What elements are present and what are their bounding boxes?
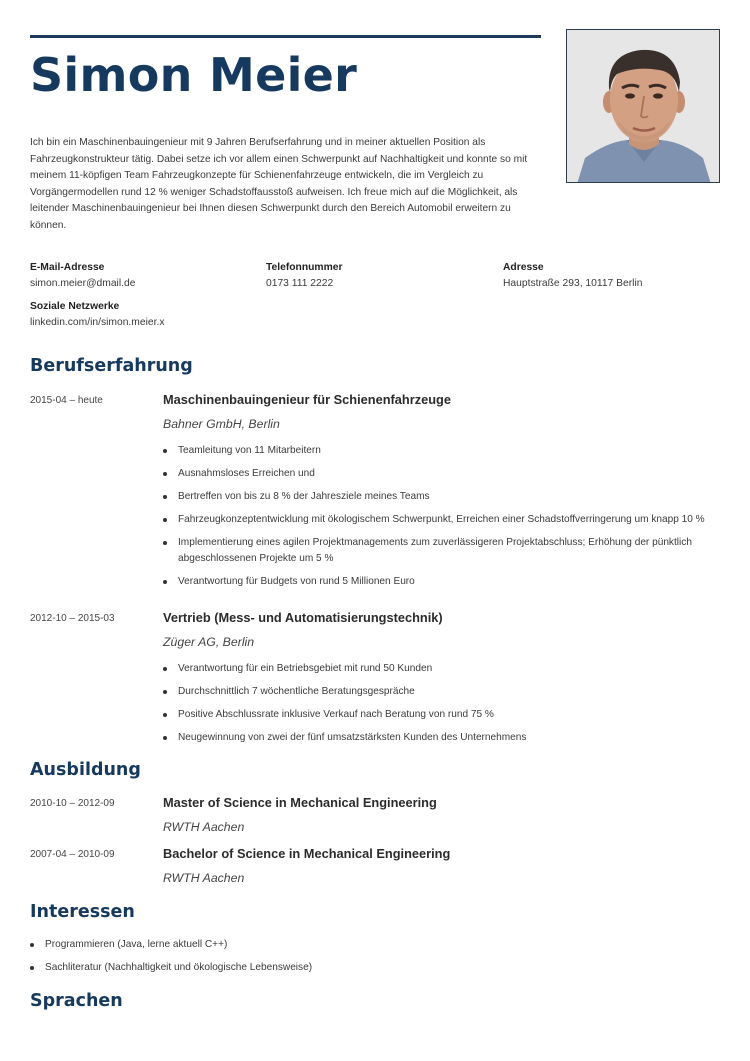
job-title: Maschinenbauingenieur für Schienenfahrzeuge	[163, 392, 451, 407]
section-title-experience: Berufserfahrung	[30, 356, 193, 376]
job-bullet: Fahrzeugkonzeptentwicklung mit ökologischem Schwerpunkt, Erreichen einer Schadstoffverringerung um knapp 10 %	[163, 512, 718, 529]
education-school: RWTH Aachen	[163, 871, 245, 885]
address-value: Hauptstraße 293, 10117 Berlin	[503, 278, 643, 289]
candidate-name: Simon Meier	[30, 48, 358, 102]
header-rule	[30, 35, 541, 38]
phone-label: Telefonnummer	[266, 262, 343, 273]
job-bullet: Verantwortung für Budgets von rund 5 Millionen Euro	[163, 574, 718, 591]
section-title-interests: Interessen	[30, 902, 135, 922]
education-degree: Master of Science in Mechanical Engineering	[163, 795, 437, 810]
social-value: linkedin.com/in/simon.meier.x	[30, 317, 165, 328]
phone-value: 0173 111 2222	[266, 278, 334, 289]
job-bullet: Durchschnittlich 7 wöchentliche Beratungsgespräche	[163, 684, 718, 701]
education-dates: 2007-04 – 2010-09	[30, 849, 115, 860]
job-title: Vertrieb (Mess- und Automatisierungstechnik)	[163, 610, 443, 625]
education-school: RWTH Aachen	[163, 820, 245, 834]
job-bullet: Bertreffen von bis zu 8 % der Jahresziele meines Teams	[163, 489, 718, 506]
interests-list	[30, 937, 710, 983]
email-label: E-Mail-Adresse	[30, 262, 105, 273]
job-bullet: Ausnahmsloses Erreichen und	[163, 466, 718, 483]
job-bullet: Implementierung eines agilen Projektmanagements zum zuverlässigeren Projektabschluss; Erhöhung der pünktlich abgeschlossenen Projekte um 5 %	[163, 535, 718, 568]
address-label: Adresse	[503, 262, 544, 273]
job-bullet: Verantwortung für ein Betriebsgebiet mit rund 50 Kunden	[163, 661, 718, 678]
interest-item: Programmieren (Java, lerne aktuell C++)	[30, 937, 710, 954]
education-degree: Bachelor of Science in Mechanical Engineering	[163, 846, 451, 861]
job-dates: 2012-10 – 2015-03	[30, 613, 115, 624]
section-title-languages: Sprachen	[30, 991, 123, 1011]
interest-item: Sachliteratur (Nachhaltigkeit und ökologische Lebensweise)	[30, 960, 710, 977]
job-bullet-list	[163, 661, 718, 753]
job-bullet: Positive Abschlussrate inklusive Verkauf nach Beratung von rund 75 %	[163, 707, 718, 724]
job-dates: 2015-04 – heute	[30, 395, 103, 406]
profile-summary: Ich bin ein Maschinenbauingenieur mit 9 Jahren Berufserfahrung und in meiner aktuellen Position als Fahrzeugkonstrukteur tätig. Dabei setze ich vor allem einen Schwerpunkt auf Nachhaltigkeit und konnte so mit meinem 11-köpfigen Team Fahrzeugkonzepte für Schienenfahrzeuge entwickeln, die im Vergleich zu Vorgängermodellen rund 12 % weniger Schadstoffausstoß aufweisen. Ich freue mich auf die Möglichkeit, als leitender Maschinenbauingenieur bei Ihnen diesen Schwerpunkt durch den Bereich Automobil erweitern zu können.	[30, 137, 528, 231]
email-value: simon.meier@dmail.de	[30, 278, 136, 289]
job-bullet: Neugewinnung von zwei der fünf umsatzstärksten Kunden des Unternehmens	[163, 730, 718, 747]
education-dates: 2010-10 – 2012-09	[30, 798, 115, 809]
section-title-education: Ausbildung	[30, 760, 141, 780]
social-label: Soziale Netzwerke	[30, 301, 120, 312]
job-company: Züger AG, Berlin	[163, 635, 255, 649]
profile-photo	[566, 29, 720, 183]
job-company: Bahner GmbH, Berlin	[163, 417, 280, 431]
job-bullet: Teamleitung von 11 Mitarbeitern	[163, 443, 718, 460]
job-bullet-list	[163, 443, 718, 597]
